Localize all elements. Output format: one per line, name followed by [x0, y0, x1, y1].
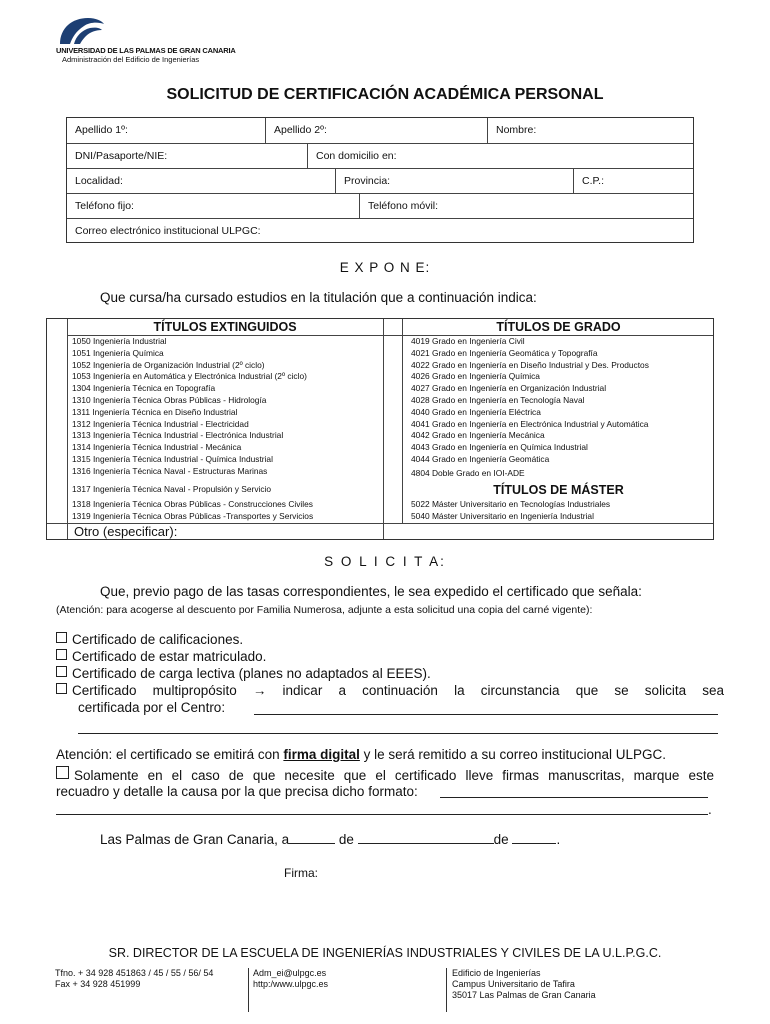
titulo-item[interactable]: 1304 Ingeniería Técnica en Topografía	[72, 383, 216, 394]
localidad-field[interactable]: Localidad:	[75, 175, 123, 187]
titulo-item[interactable]: 5040 Máster Universitario en Ingeniería Industrial	[411, 511, 594, 521]
logo-text-administration: Administración del Edificio de Ingenierías	[62, 55, 200, 64]
titulo-item[interactable]: 4027 Grado en Ingeniería en Organización Industrial	[411, 383, 607, 394]
titulo-item[interactable]: 4022 Grado en Ingeniería en Diseño Industrial y Des. Productos	[411, 359, 649, 370]
manuscrita-option[interactable]: Solamente en el caso de que necesite que el certificado lleve firmas manuscritas, marque este	[56, 766, 714, 783]
titulo-item[interactable]: 4026 Grado en Ingeniería Química	[411, 371, 540, 382]
titulo-item[interactable]: 4028 Grado en Ingeniería en Tecnología Naval	[411, 395, 585, 405]
titulos-master-heading: TÍTULOS DE MÁSTER	[493, 483, 624, 497]
footer-address: Edificio de Ingenierías Campus Universitario de Tafira 35017 Las Palmas de Gran Canaria	[452, 968, 596, 1000]
expone-heading: E X P O N E:	[339, 260, 431, 275]
certificada-input-line-2[interactable]	[78, 733, 718, 734]
footer-phones: Tfno. + 34 928 451863 / 45 / 55 / 56/ 54 Fax + 34 928 451999	[55, 968, 214, 989]
form-row-email	[67, 219, 693, 242]
telefono-movil-field[interactable]: Teléfono móvil:	[359, 194, 692, 218]
expone-text: Que cursa/ha cursado estudios en la titulación que a continuación indica:	[100, 290, 537, 305]
form-row-phones	[67, 194, 693, 219]
titulo-item[interactable]: 1317 Ingeniería Técnica Naval - Propulsión y Servicio	[72, 484, 272, 494]
cp-field[interactable]: C.P.:	[573, 169, 692, 193]
titulo-item[interactable]: 4041 Grado en Ingeniería en Electrónica Industrial y Automática	[411, 418, 649, 429]
solicita-text: Que, previo pago de las tasas correspondientes, le sea expedido el certificado que señala:	[100, 584, 642, 599]
nombre-field[interactable]: Nombre:	[487, 118, 692, 143]
form-row-dni	[67, 144, 693, 169]
manuscrita-input-line-2[interactable]	[56, 814, 708, 815]
titulo-item[interactable]: 1051 Ingeniería Química	[72, 347, 164, 358]
checkbox[interactable]	[56, 649, 67, 660]
solicita-atencion: (Atención: para acogerse al descuento por Familia Numerosa, adjunte a esta solicitud una copia del carné vigente):	[56, 604, 593, 616]
titulo-item[interactable]: 1052 Ingeniería de Organización Industrial (2º ciclo)	[72, 359, 265, 370]
form-row-names	[67, 118, 693, 144]
titulo-item[interactable]: 4021 Grado en Ingeniería Geomática y Topografía	[411, 347, 598, 358]
page-title: SOLICITUD DE CERTIFICACIÓN ACADÉMICA PERSONAL	[166, 86, 604, 103]
firma-digital-note: Atención: el certificado se emitirá con firma digital y le será remitido a su correo institucional ULPGC.	[56, 747, 667, 762]
option-calificaciones[interactable]: Certificado de calificaciones.	[56, 632, 243, 647]
titulo-item[interactable]: 1316 Ingeniería Técnica Naval - Estructuras Marinas	[72, 465, 268, 476]
titulo-item[interactable]: 1310 Ingeniería Técnica Obras Públicas - Hidrología	[72, 395, 267, 405]
titulo-item[interactable]: 1311 Ingeniería Técnica en Diseño Industrial	[72, 406, 238, 417]
titulos-extinguidos-heading: TÍTULOS EXTINGUIDOS	[153, 320, 297, 334]
titulo-item[interactable]: 1050 Ingeniería Industrial	[72, 336, 167, 346]
titulo-item[interactable]: 4042 Grado en Ingeniería Mecánica	[411, 430, 545, 441]
titulo-item[interactable]: 4804 Doble Grado en IOI-ADE	[411, 468, 525, 478]
titulo-item[interactable]: 4044 Grado en Ingeniería Geomática	[411, 454, 550, 464]
option-multiproposito[interactable]: Certificado multipropósito → indicar a continuación la circunstancia que se solicita sea	[56, 683, 724, 698]
footer-web: Adm_ei@ulpgc.es http:/www.ulpgc.es	[253, 968, 329, 989]
place-date-line: Las Palmas de Gran Canaria, a de de .	[100, 832, 561, 847]
option-matriculado[interactable]: Certificado de estar matriculado.	[56, 649, 266, 664]
titulos-grado-heading: TÍTULOS DE GRADO	[496, 320, 621, 334]
correo-field[interactable]: Correo electrónico institucional ULPGC:	[75, 225, 261, 237]
checkbox[interactable]	[56, 632, 67, 643]
titulo-item[interactable]: 1313 Ingeniería Técnica Industrial - Electrónica Industrial	[72, 430, 284, 441]
titulo-item[interactable]: 1318 Ingeniería Técnica Obras Públicas - Construcciones Civiles	[72, 499, 313, 509]
telefono-fijo-field[interactable]: Teléfono fijo:	[75, 200, 134, 212]
university-logo	[56, 14, 106, 48]
apellido1-field[interactable]: Apellido 1º:	[75, 124, 128, 136]
certificada-input-line[interactable]	[254, 714, 718, 715]
otro-especificar[interactable]: Otro (especificar):	[74, 524, 178, 539]
domicilio-field[interactable]: Con domicilio en:	[307, 144, 692, 168]
personal-data-form	[66, 117, 694, 243]
checkbox[interactable]	[56, 766, 69, 779]
firma-label: Firma:	[284, 866, 318, 880]
titulo-item[interactable]: 5022 Máster Universitario en Tecnologías Industriales	[411, 499, 611, 509]
form-row-location	[67, 169, 693, 194]
manuscrita-line2: recuadro y detalle la causa por la que precisa dicho formato:	[56, 784, 418, 799]
solicita-heading: S O L I C I T A:	[324, 554, 446, 569]
checkbox[interactable]	[56, 666, 67, 677]
manuscrita-input-line[interactable]	[440, 797, 708, 798]
apellido2-field[interactable]: Apellido 2º:	[265, 118, 487, 143]
titulo-item[interactable]: 1312 Ingeniería Técnica Industrial - Electricidad	[72, 418, 249, 429]
titulo-item[interactable]: 1315 Ingeniería Técnica Industrial - Química Industrial	[72, 454, 273, 464]
certificada-label: certificada por el Centro:	[78, 700, 226, 715]
titulos-table	[46, 318, 714, 540]
titulo-item[interactable]: 1319 Ingeniería Técnica Obras Públicas -Transportes y Servicios	[72, 511, 314, 521]
option-carga-lectiva[interactable]: Certificado de carga lectiva (planes no adaptados al EEES).	[56, 666, 431, 681]
titulo-item[interactable]: 4043 Grado en Ingeniería en Química Industrial	[411, 442, 588, 453]
checkbox[interactable]	[56, 683, 67, 694]
titulo-item[interactable]: 1314 Ingeniería Técnica Industrial - Mecánica	[72, 442, 242, 453]
titulo-item[interactable]: 4040 Grado en Ingeniería Eléctrica	[411, 406, 541, 417]
provincia-field[interactable]: Provincia:	[335, 169, 573, 193]
logo-text-university: UNIVERSIDAD DE LAS PALMAS DE GRAN CANARIA	[56, 46, 236, 55]
titulo-item[interactable]: 4019 Grado en Ingeniería Civil	[411, 336, 525, 346]
titulo-item[interactable]: 1053 Ingeniería en Automática y Electrónica Industrial (2º ciclo)	[72, 371, 307, 382]
dni-field[interactable]: DNI/Pasaporte/NIE:	[75, 150, 168, 162]
addressee: SR. DIRECTOR DE LA ESCUELA DE INGENIERÍAS INDUSTRIALES Y CIVILES DE LA U.L.P.G.C.	[108, 946, 662, 960]
